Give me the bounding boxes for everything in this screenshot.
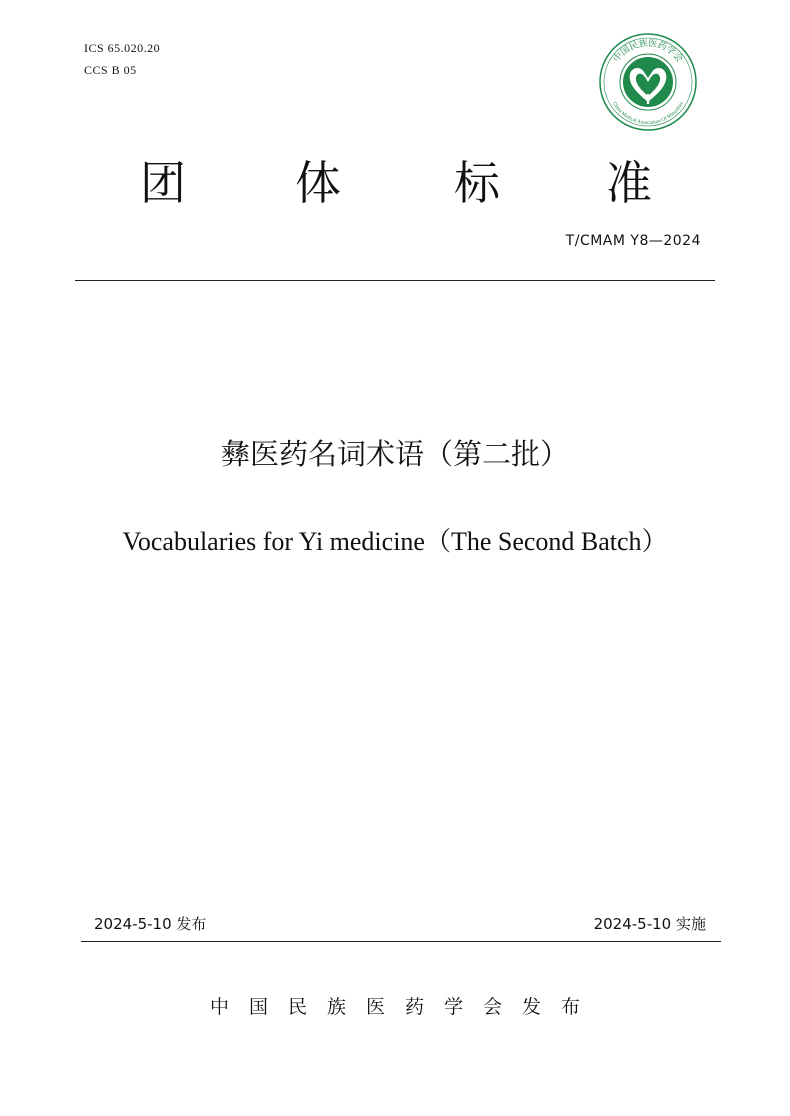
ccs-code: CCS B 05: [84, 63, 137, 77]
doc-type-char: 准: [606, 156, 652, 210]
doc-type-char: 体: [295, 156, 341, 210]
publish-date: 2024-5-10 发布: [94, 915, 207, 933]
publisher: 中国民族医药学会发布: [209, 996, 600, 1018]
standard-number: T/CMAM Y8—2024: [565, 233, 701, 249]
association-logo-icon: [598, 32, 698, 132]
implementation-date: 2024-5-10 实施: [593, 915, 706, 933]
logo-ring-text-en: China Medical Association Of Minorities: [610, 100, 686, 127]
ics-code: ICS 65.020.20: [84, 41, 161, 55]
title-english: Vocabularies for Yi medicine（The Second Batch）: [122, 527, 668, 556]
footer-divider: [81, 941, 721, 942]
doc-type-char: 团: [140, 156, 186, 210]
header-divider: [75, 280, 715, 281]
logo-ring-text: 中国民族医药学会: [612, 38, 684, 65]
title-chinese: 彝医药名词术语（第二批）: [220, 437, 569, 471]
doc-type-char: 标: [454, 156, 500, 210]
